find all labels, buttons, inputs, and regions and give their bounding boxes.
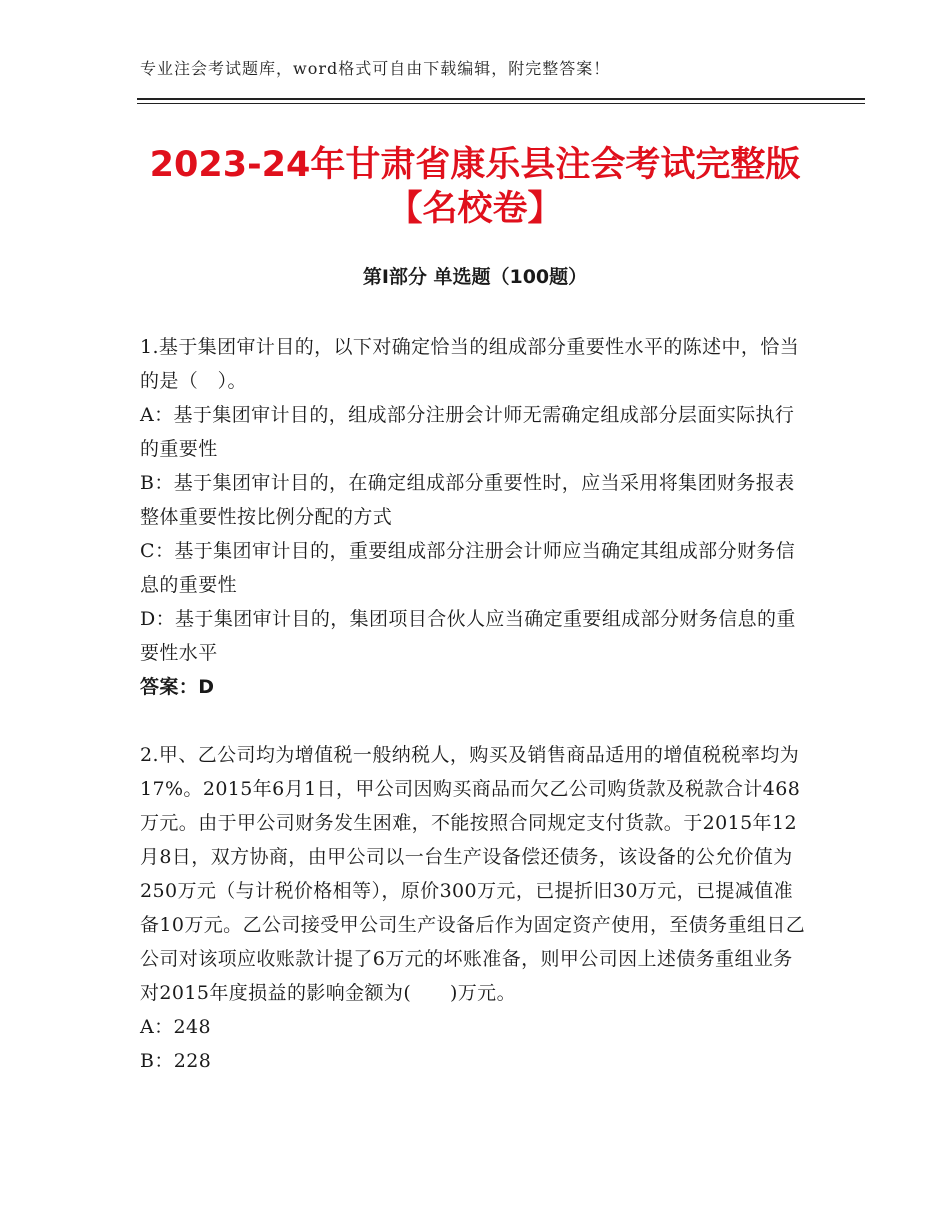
option-b: B：228 [140,1050,212,1072]
title-line-1: 2023-24年甘肃省康乐县注会考试完整版 [149,145,801,185]
header-note: 专业注会考试题库，word格式可自由下载编辑，附完整答案！ [140,59,611,78]
option-a: A：基于集团审计目的，组成部分注册会计师无需确定组成部分层面实际执行的重要性 [140,404,795,460]
question-1 [140,330,812,704]
option-a: A：248 [140,1016,211,1038]
option-c: C：基于集团审计目的，重要组成部分注册会计师应当确定其组成部分财务信息的重要性 [140,540,796,596]
answer: 答案：D [140,676,215,698]
question-stem: 1.基于集团审计目的，以下对确定恰当的组成部分重要性水平的陈述中，恰当的是（ ）。 [140,336,800,392]
question-2 [140,738,812,1078]
question-stem: 2.甲、乙公司均为增值税一般纳税人，购买及销售商品适用的增值税税率均为17%。2015年6月1日，甲公司因购买商品而欠乙公司购货款及税款合计468万元。由于甲公司财务发生困难，不能按照合同规定支付货款。于2015年12月8日，双方协商，由甲公司以一台生产设备偿还债务，该设备的公允价值为250万元（与计税价格相等），原价300万元，已提折旧30万元，已提减值准备10万元。乙公司接受甲公司生产设备后作为固定资产使用，至债务重组日乙公司对该项应收账款计提了6万元的坏账准备，则甲公司因上述债务重组业务对2015年度损益的影响金额为( )万元。 [140,744,806,1004]
header-rule-thin [137,103,865,104]
title-line-2: 【名校卷】 [387,189,563,229]
option-b: B：基于集团审计目的，在确定组成部分重要性时，应当采用将集团财务报表整体重要性按比例分配的方式 [140,472,795,528]
header-rule-thick [137,98,865,100]
document-title [0,143,950,231]
option-d: D：基于集团审计目的，集团项目合伙人应当确定重要组成部分财务信息的重要性水平 [140,608,796,664]
section-heading: 第Ⅰ部分 单选题（100题） [362,266,588,288]
